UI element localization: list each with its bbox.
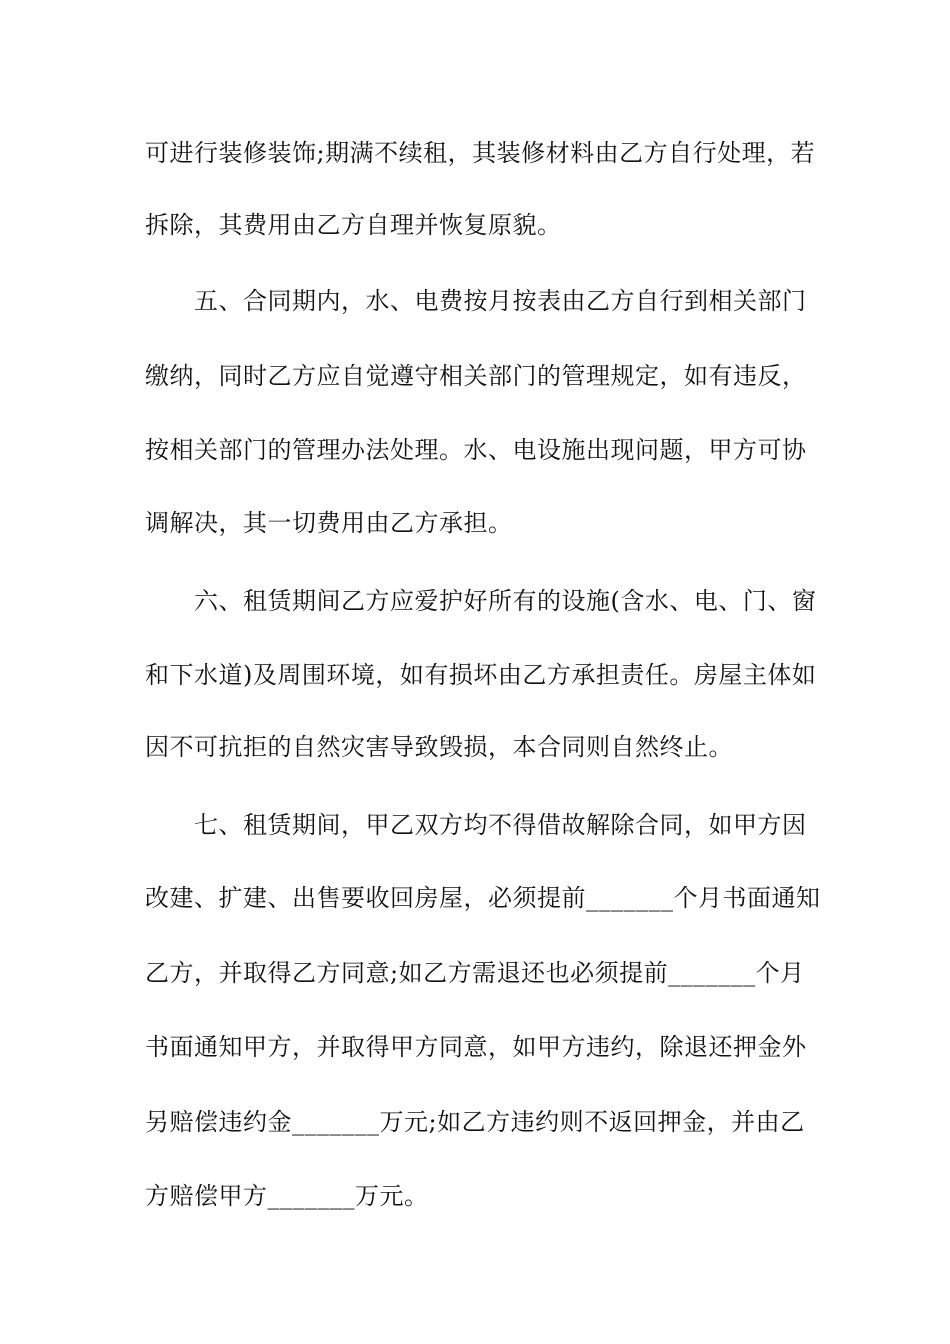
- text-line-14: 另赔偿违约金_______万元;如乙方违约则不返回押金，并由乙: [145, 1108, 805, 1136]
- text-line-9: 因不可抗拒的自然灾害导致毁损，本合同则自然终止。: [145, 733, 733, 761]
- text-line-13: 书面通知甲方，并取得甲方同意，如甲方违约，除退还押金外: [145, 1033, 807, 1061]
- text-line-7: 六、租赁期间乙方应爱护好所有的设施(含水、电、门、窗: [194, 587, 817, 615]
- text-line-3: 五、合同期内，水、电费按月按表由乙方自行到相关部门: [194, 287, 807, 315]
- text-line-10: 七、租赁期间，甲乙双方均不得借故解除合同，如甲方因: [194, 811, 807, 839]
- text-line-8: 和下水道)及周围环境，如有损坏由乙方承担责任。房屋主体如: [145, 661, 817, 689]
- text-line-2: 拆除，其费用由乙方自理并恢复原貌。: [145, 211, 562, 239]
- text-line-12: 乙方，并取得乙方同意;如乙方需退还也必须提前_______个月: [145, 959, 805, 987]
- text-line-11: 改建、扩建、出售要收回房屋，必须提前_______个月书面通知: [145, 884, 821, 912]
- text-line-15: 方赔偿甲方_______万元。: [145, 1182, 429, 1210]
- text-line-5: 按相关部门的管理办法处理。水、电设施出现问题，甲方可协: [145, 436, 807, 464]
- text-line-6: 调解决，其一切费用由乙方承担。: [145, 509, 513, 537]
- text-line-4: 缴纳，同时乙方应自觉遵守相关部门的管理规定，如有违反，: [145, 362, 807, 390]
- text-line-1: 可进行装修装饰;期满不续租，其装修材料由乙方自行处理，若: [145, 139, 816, 167]
